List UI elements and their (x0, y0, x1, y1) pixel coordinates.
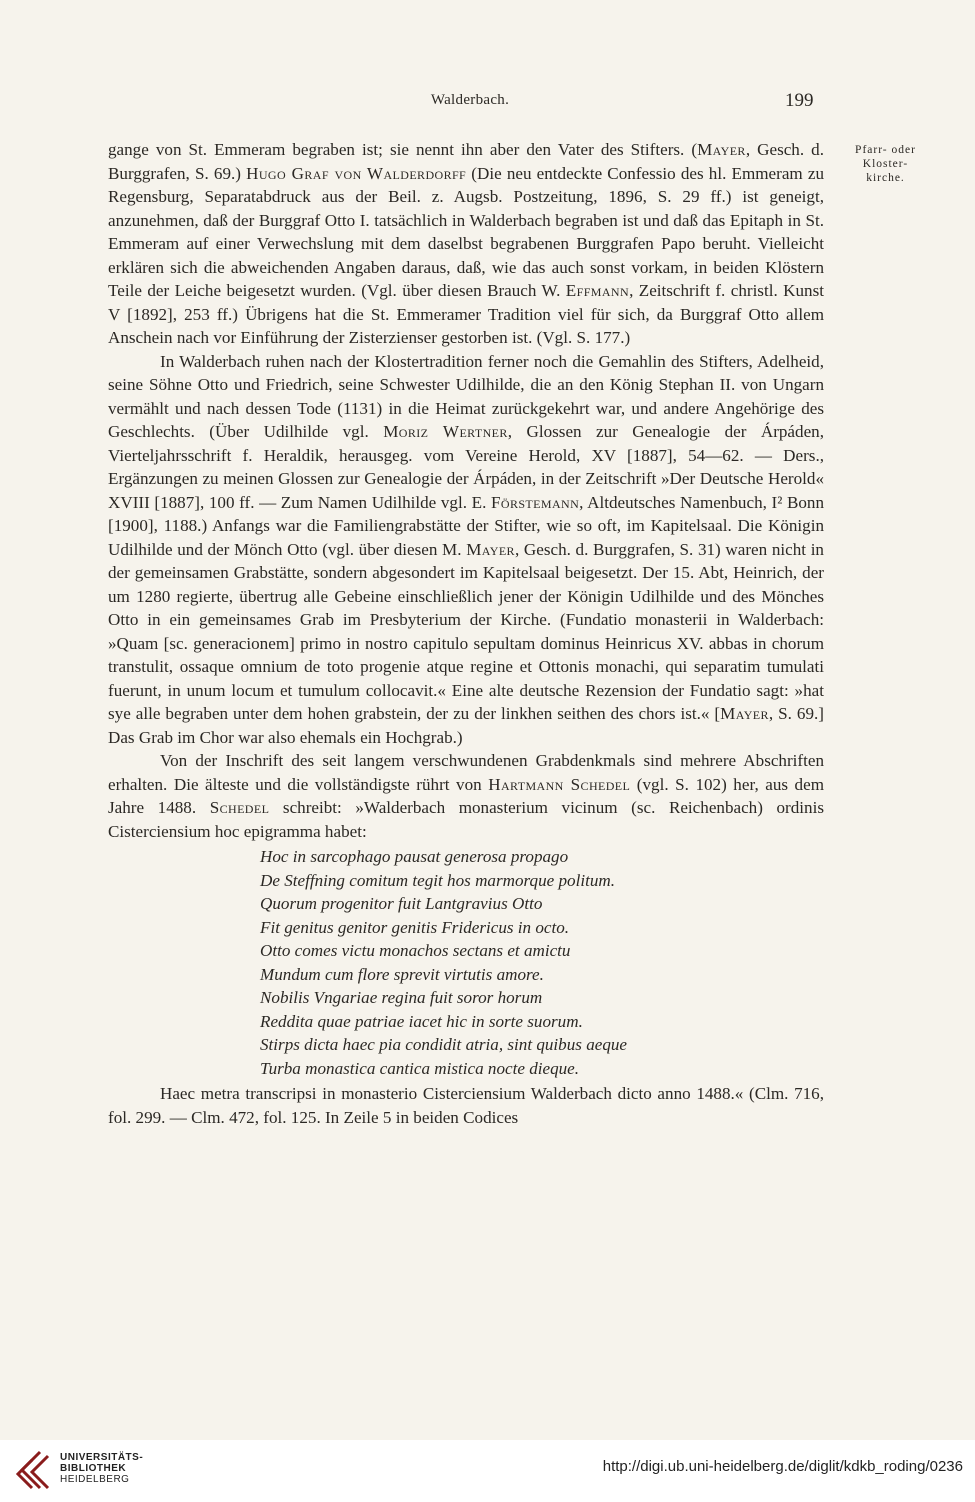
library-name-line: HEIDELBERG (60, 1474, 130, 1485)
author-name: Effmann (565, 281, 630, 300)
running-head (0, 92, 975, 116)
paragraph-2 (108, 350, 824, 750)
text-run: (Die neu entdeckte Confessio des hl. Emmeram zu Regensburg, Separatabdruck aus der Beil. z. Augsb. Postzeitung, 1896, S. 29 ff.) ist geneigt, anzunehmen, daß der Burggraf Otto I. tatsächlich in Walderbach begraben ist und daß das Epitaph in St. Emmeram auf einer Verwechslung mit dem daselbst begrabenen Burggrafen Papo beruht. Vielleicht erklären sich die abweichenden Angaben daraus, daß, wie das auch sonst vorkam, in beiden Klöstern Teile der Leiche beigesetzt wurden. (Vgl. über diesen Brauch W. (108, 163, 825, 300)
author-name: Mayer (466, 539, 515, 559)
poem-line: De Steffning comitum tegit hos marmorque politum. (260, 870, 615, 890)
text-run: Von der Inschrift des seit langem verschwundenen Grabdenkmals sind mehrere Abschriften erhalten. Die älteste und die vollständigste rührt von (108, 751, 824, 794)
text-run: schreibt: »Walderbach monasterium vicinum (sc. Reichenbach) ordinis Cisterciensium hoc epigramma habet: (108, 798, 824, 841)
text-run: , Gesch. d. Burggrafen, S. 31) waren nicht in der gemeinsamen Grabstätte, sondern abgesondert im Kapitelsaal beigesetzt. Der 15. Abt, Heinrich, der um 1280 regierte, übertrug alle Gebeine einschließlich jener der Königin Udilhilde und des Mönches Otto in ein gemeinsames Grab im Presbyterium der Kirche. (Fundatio monasterii in Walderbach: »Quam [sc. generacionem] primo in nostro capitulo sepultam dominus Heinricus XV. abbas in chorum transtulit, ossaque omnium de toto progenie atque regine et Ottonis monachi, qui separatim tumulati fuerunt, in unum locum et tumulum collocavit.« Eine alte deutsche Rezension der Fundatio sagt: »hat sye alle begraben unter dem hohen grabstein, der zu der linkhen seithen des chors ist.« [ (108, 539, 824, 723)
margin-note-line: Pfarr- oder (855, 144, 916, 156)
source-url-link[interactable]: http://digi.ub.uni-heidelberg.de/diglit/kdkb_roding/0236 (602, 1458, 963, 1475)
text-run: In Walderbach ruhen nach der Klostertradition ferner noch die Gemahlin des Stifters, Adelheid, seine Söhne Otto und Friedrich, seine Schwester Udilhilde, die an den König Stephan II. von Ungarn vermählt und nach dessen Tode (1131) in die Heimat zurückgekehrt war, und andere Angehörige des Geschlechts. (Über Udilhilde vgl. (108, 351, 824, 441)
margin-note-line: kirche. (866, 172, 905, 184)
library-name (60, 1452, 143, 1485)
poem-line: Stirps dicta haec pia condidit atria, sint quibus aeque (260, 1035, 628, 1054)
poem-line: Otto comes victu monachos sectans et amictu (260, 941, 571, 960)
epigram-poem (260, 845, 824, 1080)
paragraph-4 (108, 1082, 824, 1129)
poem-line: Mundum cum flore sprevit virtutis amore. (260, 964, 544, 984)
text-run: , Altdeutsches Namenbuch, I² Bonn [1900], 1188.) Anfangs war die Familiengrabstätte der Stifter, wie so oft, im Kapitelsaal. Die Königin Udilhilde und der Mönch Otto (vgl. über diesen M. (108, 492, 824, 559)
author-name: Mayer (720, 704, 769, 723)
text-run: , Glossen zur Genealogie der Árpáden, Vierteljahrsschrift f. Heraldik, herausgeg. vom Vereine Herold, XV [1887], 54—62. — Ders., Ergänzungen zu meinen Glossen zur Genealogie der Árpáden, in der Zeitschrift »Der Deutsche Herold« XVIII [1887], 100 ff. — Zum Namen Udilhilde vgl. E. (108, 422, 824, 512)
library-logo-icon (10, 1448, 56, 1494)
margin-note-line: Kloster- (862, 158, 909, 170)
text-run: Haec metra transcripsi in monasterio Cisterciensium Walderbach dicto anno 1488.« (Clm. 716, fol. 299. — Clm. 472, fol. 125. In Zeile 5 in beiden Codices (108, 1084, 824, 1127)
page-number: 199 (785, 90, 814, 111)
poem-line: Hoc in sarcophago pausat generosa propago (260, 847, 569, 866)
author-name: Förstemann (490, 492, 580, 512)
body-text (108, 138, 824, 1129)
library-name-line: UNIVERSITÄTS- (60, 1452, 144, 1463)
text-run: (vgl. S. 102) her, aus dem Jahre 1488. (108, 774, 824, 817)
author-name: Mayer (697, 140, 746, 159)
author-name: Hartmann Schedel (488, 774, 631, 794)
text-run: gange von St. Emmeram begraben ist; sie nennt ihn aber den Vater des Stifters. ( (108, 140, 698, 159)
text-run: , Zeitschrift f. christl. Kunst V [1892], 253 ff.) Übrigens hat die St. Emmeramer Tradition viel für sich, da Burggraf Otto allem Anschein nach vor Einführung der Zisterzienser gestorben ist. (Vgl. S. 177.) (108, 281, 824, 347)
text-run: , Gesch. d. Burggrafen, S. 69.) (108, 140, 824, 183)
poem-line: Fit genitus genitor genitis Fridericus in octo. (260, 917, 570, 937)
poem-line: Quorum progenitor fuit Lantgravius Otto (260, 894, 543, 913)
library-footer (0, 1440, 975, 1502)
text-run: , S. 69.] Das Grab im Chor war also ehemals ein Hochgrab.) (108, 704, 824, 747)
poem-line: Reddita quae patriae iacet hic in sorte suorum. (260, 1011, 583, 1031)
paragraph-1 (108, 138, 824, 350)
running-title: Walderbach. (430, 92, 510, 108)
poem-line: Nobilis Vngariae regina fuit soror horum (260, 988, 543, 1007)
author-name: Hugo Graf von Walderdorff (246, 163, 467, 183)
paragraph-3 (108, 749, 824, 843)
margin-note (833, 143, 938, 185)
poem-line: Turba monastica cantica mistica nocte dieque. (260, 1058, 580, 1078)
author-name: Moriz Wertner (383, 422, 508, 441)
library-name-line: BIBLIOTHEK (60, 1463, 127, 1474)
author-name: Schedel (209, 798, 270, 817)
